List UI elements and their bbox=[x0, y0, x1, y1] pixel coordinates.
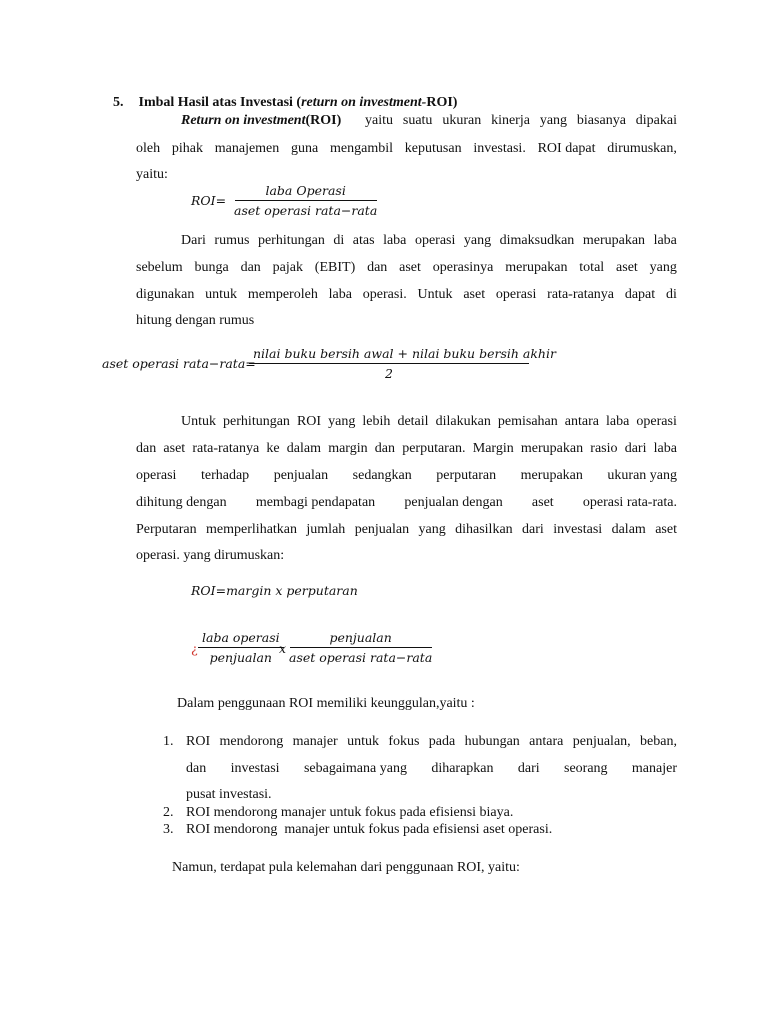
word: memperoleh bbox=[247, 287, 318, 302]
word: rata-ratanya bbox=[547, 287, 615, 302]
word: Margin bbox=[472, 441, 514, 456]
formula-avg-assets-numerator: nilai buku bersih awal + nilai buku bersih akhir bbox=[249, 346, 529, 364]
word: aset bbox=[616, 260, 638, 275]
section-number: 5. bbox=[113, 95, 124, 110]
word: seorang bbox=[564, 761, 608, 776]
formula-times-sign: x bbox=[279, 641, 287, 656]
word: dalam bbox=[611, 522, 646, 537]
word: merupakan bbox=[582, 233, 646, 248]
formula-turnover-numerator: penjualan bbox=[290, 630, 432, 648]
word: ROI bbox=[186, 734, 211, 749]
list-item-2-text: ROI mendorong manajer untuk fokus pada efisiensi biaya. bbox=[186, 805, 514, 820]
word: ukuran yang bbox=[607, 468, 677, 483]
word: dimaksudkan bbox=[499, 233, 575, 248]
word: antara bbox=[564, 414, 599, 429]
word: rumus bbox=[214, 233, 250, 248]
list-item-2-number: 2. bbox=[163, 805, 174, 820]
word: detail bbox=[397, 414, 429, 429]
word: laba bbox=[328, 287, 352, 302]
word: sebagaimana yang bbox=[303, 761, 407, 776]
p3-line6: operasi. yang dirumuskan: bbox=[136, 548, 285, 563]
word: digunakan bbox=[136, 287, 195, 302]
word: investasi. bbox=[473, 141, 526, 156]
word: ROI dapat bbox=[537, 141, 596, 156]
formula-margin-fraction bbox=[198, 630, 287, 665]
word: aset bbox=[163, 441, 186, 456]
formula-roi-denominator: aset operasi rata−rata bbox=[234, 203, 378, 218]
word: pihak bbox=[171, 141, 203, 156]
word: Untuk bbox=[417, 287, 453, 302]
word: biasanya bbox=[576, 113, 626, 128]
word: dihasilkan bbox=[455, 522, 513, 537]
word: Perputaran bbox=[136, 522, 197, 537]
formula-turnover-denominator: aset operasi rata−rata bbox=[289, 650, 433, 665]
formula-roi-fraction bbox=[230, 183, 381, 218]
formula-turnover-fraction bbox=[285, 630, 436, 665]
word: jumlah bbox=[306, 522, 346, 537]
formula-avg-assets-lhs: aset operasi rata−rata= bbox=[102, 356, 256, 371]
p2-line2 bbox=[136, 259, 677, 277]
formula-roi-expanded-prefix: ¿ bbox=[191, 641, 198, 656]
list-item-1-line2 bbox=[186, 760, 677, 778]
word: merupakan bbox=[505, 260, 568, 275]
word: merupakan bbox=[520, 441, 584, 456]
word: atas bbox=[352, 233, 375, 248]
word: terhadap bbox=[200, 468, 250, 483]
word: untuk bbox=[347, 734, 379, 749]
word: dan bbox=[186, 761, 207, 776]
word: aset bbox=[531, 495, 554, 510]
word: di bbox=[333, 233, 345, 248]
word: dirumuskan, bbox=[607, 141, 677, 156]
word: kinerja bbox=[491, 113, 530, 128]
word: Dari bbox=[181, 233, 206, 248]
word: manajemen bbox=[214, 141, 280, 156]
word: sebelum bbox=[136, 260, 183, 275]
word: dilakukan bbox=[435, 414, 491, 429]
word: hubungan bbox=[464, 734, 520, 749]
word: operasinya bbox=[432, 260, 494, 275]
word: penjualan bbox=[273, 468, 329, 483]
p1-line2 bbox=[136, 140, 677, 158]
p2-line1 bbox=[181, 232, 677, 250]
word: laba bbox=[383, 233, 407, 248]
p2-line4: hitung dengan rumus bbox=[136, 313, 255, 328]
word: fokus bbox=[388, 734, 420, 749]
advantages-intro: Dalam penggunaan ROI memiliki keunggulan,yaitu : bbox=[177, 696, 475, 711]
word: memperlihatkan bbox=[206, 522, 298, 537]
word: perhitungan bbox=[223, 414, 290, 429]
word: ukuran bbox=[442, 113, 482, 128]
p3-line2 bbox=[136, 440, 677, 458]
p3-line4 bbox=[136, 494, 677, 512]
word: guna bbox=[291, 141, 319, 156]
word: (EBIT) bbox=[314, 260, 356, 275]
word: pemisahan bbox=[497, 414, 558, 429]
formula-avg-assets-denominator: 2 bbox=[385, 366, 393, 381]
word: penjualan bbox=[354, 522, 410, 537]
word: suatu bbox=[402, 113, 433, 128]
word: operasi bbox=[495, 287, 537, 302]
p1-line3: yaitu: bbox=[136, 167, 168, 182]
word: operasi bbox=[136, 468, 177, 483]
word: dalam bbox=[286, 441, 322, 456]
word: dihitung dengan bbox=[136, 495, 227, 510]
word: untuk bbox=[205, 287, 238, 302]
word: operasi. bbox=[362, 287, 407, 302]
word: operasi rata-rata. bbox=[582, 495, 677, 510]
formula-avg-assets-fraction bbox=[249, 346, 556, 381]
word: ROI bbox=[296, 414, 322, 429]
p3-line3 bbox=[136, 467, 677, 485]
word: dan bbox=[136, 441, 157, 456]
word: investasi bbox=[553, 522, 603, 537]
list-item-3-number: 3. bbox=[163, 822, 174, 837]
list-item-1-line3: pusat investasi. bbox=[186, 787, 272, 802]
word: manajer bbox=[292, 734, 338, 749]
word: diharapkan bbox=[431, 761, 494, 776]
word: operasi bbox=[636, 414, 677, 429]
word: laba bbox=[653, 441, 677, 456]
word: mendorong bbox=[219, 734, 284, 749]
word: antara bbox=[529, 734, 564, 749]
word: dari bbox=[522, 522, 544, 537]
word: perputaran. bbox=[402, 441, 466, 456]
p1-line1-lead: Return on investment(ROI) bbox=[181, 113, 342, 128]
word: total bbox=[579, 260, 605, 275]
word: pada bbox=[428, 734, 456, 749]
formula-roi-numerator: laba Operasi bbox=[235, 183, 377, 201]
p2-line3 bbox=[136, 286, 677, 304]
word: margin bbox=[328, 441, 368, 456]
word: aset bbox=[463, 287, 486, 302]
word: merupakan bbox=[520, 468, 583, 483]
word: dan bbox=[374, 441, 396, 456]
word: yang bbox=[328, 414, 356, 429]
word: laba bbox=[606, 414, 630, 429]
word: Untuk bbox=[181, 414, 216, 429]
word: yang bbox=[418, 522, 446, 537]
word: di bbox=[665, 287, 677, 302]
formula-margin-denominator: penjualan bbox=[209, 650, 272, 665]
list-item-3-text: ROI mendorong manajer untuk fokus pada efisiensi aset operasi. bbox=[186, 822, 553, 837]
word: dan bbox=[240, 260, 261, 275]
word: perhitungan bbox=[257, 233, 325, 248]
word: lebih bbox=[362, 414, 391, 429]
word: yang bbox=[463, 233, 492, 248]
formula-margin-numerator: laba operasi bbox=[198, 630, 284, 648]
word: keputusan bbox=[404, 141, 462, 156]
word: dari bbox=[517, 761, 540, 776]
word: dan bbox=[367, 260, 388, 275]
word: aset bbox=[399, 260, 421, 275]
word: laba bbox=[653, 233, 677, 248]
word: rata-ratanya bbox=[192, 441, 260, 456]
word: yang bbox=[539, 113, 568, 128]
word: sedangkan bbox=[352, 468, 412, 483]
formula-roi-margin-turnover: ROI=margin x perputaran bbox=[191, 583, 358, 598]
weaknesses-intro: Namun, terdapat pula kelemahan dari penggunaan ROI, yaitu: bbox=[172, 860, 520, 875]
list-item-1-line1 bbox=[186, 733, 677, 751]
p1-line1 bbox=[365, 112, 677, 130]
word: membagi pendapatan bbox=[255, 495, 376, 510]
word: dari bbox=[624, 441, 647, 456]
word: penjualan dengan bbox=[404, 495, 503, 510]
word: aset bbox=[655, 522, 677, 537]
word: manajer bbox=[631, 761, 677, 776]
word: operasi bbox=[414, 233, 456, 248]
section-heading: 5. Imbal Hasil atas Investasi (return on investment-ROI) bbox=[113, 95, 458, 110]
formula-roi-lhs: ROI= bbox=[191, 193, 227, 208]
word: bunga bbox=[194, 260, 229, 275]
word: yaitu bbox=[365, 113, 393, 128]
word: dapat bbox=[624, 287, 656, 302]
list-item-1-number: 1. bbox=[163, 734, 174, 749]
word: dipakai bbox=[635, 113, 677, 128]
word: rasio bbox=[590, 441, 618, 456]
word: mengambil bbox=[330, 141, 394, 156]
word: investasi bbox=[230, 761, 280, 776]
word: oleh bbox=[136, 141, 161, 156]
word: perputaran bbox=[436, 468, 497, 483]
p3-line5 bbox=[136, 521, 677, 539]
word: pajak bbox=[272, 260, 303, 275]
p3-line1 bbox=[181, 413, 677, 431]
word: ke bbox=[266, 441, 280, 456]
word: beban, bbox=[640, 734, 677, 749]
word: penjualan, bbox=[572, 734, 631, 749]
word: yang bbox=[649, 260, 677, 275]
